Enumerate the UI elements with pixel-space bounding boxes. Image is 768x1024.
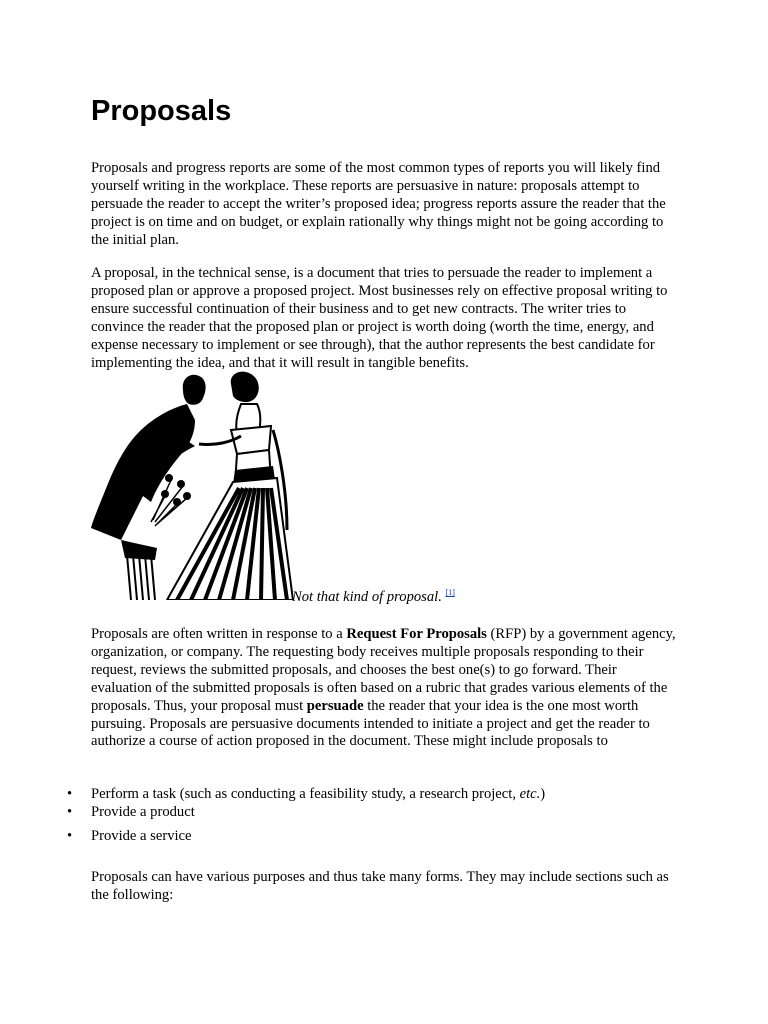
rfp-text-e: the reader that your idea is the one most worth pursuing. Proposals are persuasive documents intended to initiate a project and get the reader to authorize a course of action proposed in the document. These might include proposals to: [91, 697, 650, 750]
bullet-icon: •: [67, 803, 73, 820]
list-item: • Perform a task (such as conducting a feasibility study, a research project, etc.): [67, 786, 546, 802]
paragraph-intro: Proposals and progress reports are some of the most common types of reports you will likely find yourself writing in the workplace. These reports are persuasive in nature: proposals attempt to persuade the reader to accept the writer’s proposed idea; progress reports assure the reader that the project is on time and on budget, or explain rationally why things might not be going according to the initial plan.: [91, 160, 666, 248]
persuade-term: persuade: [306, 697, 364, 714]
list-item: • Provide a service: [67, 827, 192, 844]
paragraph-definition: A proposal, in the technical sense, is a document that tries to persuade the reader to implement a proposed plan or approve a proposed project. Most businesses rely on effective proposal writing to ensure successful continuation of their business and to get new contracts. The writer tries to convince the reader that the proposed plan or project is worth doing (worth the time, energy, and expense necessary to implement or see through), that the author represents the best candidate for implementing the idea, and that it will result in tangible benefits.: [91, 265, 668, 371]
rfp-term: Request For Proposals: [346, 626, 487, 642]
bullet-icon: •: [67, 827, 73, 844]
footnote-link[interactable]: [1]: [445, 588, 455, 597]
list-item: • Provide a product: [67, 803, 195, 820]
man-hip: [121, 540, 157, 560]
paragraph-rfp: [91, 626, 681, 751]
couple-proposal-illustration: [91, 370, 296, 600]
paragraph-purposes: Proposals can have various purposes and thus take many forms. They may include sections such as the following:: [91, 869, 669, 903]
bullet-icon: •: [67, 786, 73, 802]
figure-caption: [292, 584, 455, 606]
woman-head: [231, 372, 259, 402]
proposal-purposes-list: [67, 786, 546, 846]
man-head: [183, 375, 206, 405]
page-title: Proposals: [91, 95, 232, 127]
man-body: [91, 404, 195, 540]
man-trousers: [127, 555, 155, 600]
caption-text: Not that kind of proposal.: [292, 589, 442, 605]
rfp-text-c: (RFP) by a government agency, organization, or company. The requesting body receives multiple proposals responding to their request, reviews the submitted proposals, and chooses the best one(s) to go forward. Their evaluation of the submitted proposals is often based on a rubric that grades various elements of the proposals. Thus, your proposal must: [91, 626, 676, 714]
rfp-text-a: Proposals are often written in response to a: [91, 626, 347, 642]
